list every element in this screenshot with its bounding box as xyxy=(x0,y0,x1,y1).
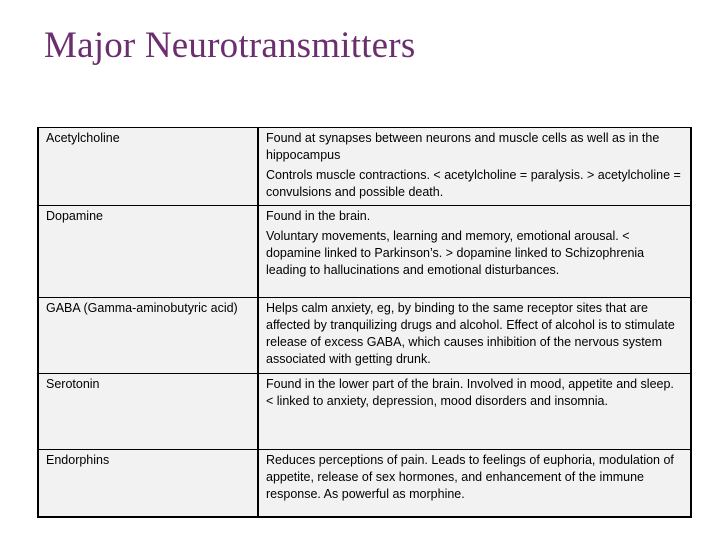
description-cell xyxy=(258,206,691,298)
description-cell xyxy=(258,374,691,450)
description-paragraph: Found at synapses between neurons and muscle cells as well as in the hippocampus xyxy=(266,131,660,162)
description-paragraph: Reduces perceptions of pain. Leads to feelings of euphoria, modulation of appetite, release of sex hormones, and enhancement of the immune response. As powerful as morphine. xyxy=(266,453,674,501)
table-row xyxy=(38,450,691,518)
description-paragraph: Helps calm anxiety, eg, by binding to the same receptor sites that are affected by tranquilizing drugs and alcohol. Effect of alcohol is to stimulate release of excess GABA, which causes inhibition of the nervous system associated with getting drunk. xyxy=(266,301,675,366)
description-paragraph: Found in the lower part of the brain. Involved in mood, appetite and sleep. < linked to anxiety, depression, mood disorders and insomnia. xyxy=(266,377,674,408)
neurotransmitter-name-cell xyxy=(38,206,258,298)
description-cell xyxy=(258,128,691,206)
table-row xyxy=(38,374,691,450)
neurotransmitter-name-cell xyxy=(38,128,258,206)
neurotransmitter-name: Dopamine xyxy=(46,209,103,223)
table-row xyxy=(38,298,691,374)
description-paragraph: Voluntary movements, learning and memory, emotional arousal. < dopamine linked to Parkinson’s. > dopamine linked to Schizophrenia leading to hallucinations and emotional disturbances. xyxy=(266,229,645,277)
neurotransmitter-name-cell xyxy=(38,450,258,518)
neurotransmitter-name-cell xyxy=(38,298,258,374)
neurotransmitter-name: Endorphins xyxy=(46,453,110,467)
neurotransmitter-table xyxy=(37,127,692,518)
table-row xyxy=(38,128,691,206)
table-row xyxy=(38,206,691,298)
description-cell xyxy=(258,450,691,518)
neurotransmitter-name-cell xyxy=(38,374,258,450)
neurotransmitter-name: Serotonin xyxy=(46,377,100,391)
description-cell xyxy=(258,298,691,374)
neurotransmitter-name: Acetylcholine xyxy=(46,131,120,145)
description-paragraph: Found in the brain. xyxy=(266,209,371,223)
slide-title: Major Neurotransmitters xyxy=(44,25,416,66)
description-paragraph: Controls muscle contractions. < acetylcholine = paralysis. > acetylcholine = convulsions and possible death. xyxy=(266,168,681,199)
neurotransmitter-name: GABA (Gamma-aminobutyric acid) xyxy=(46,301,238,315)
